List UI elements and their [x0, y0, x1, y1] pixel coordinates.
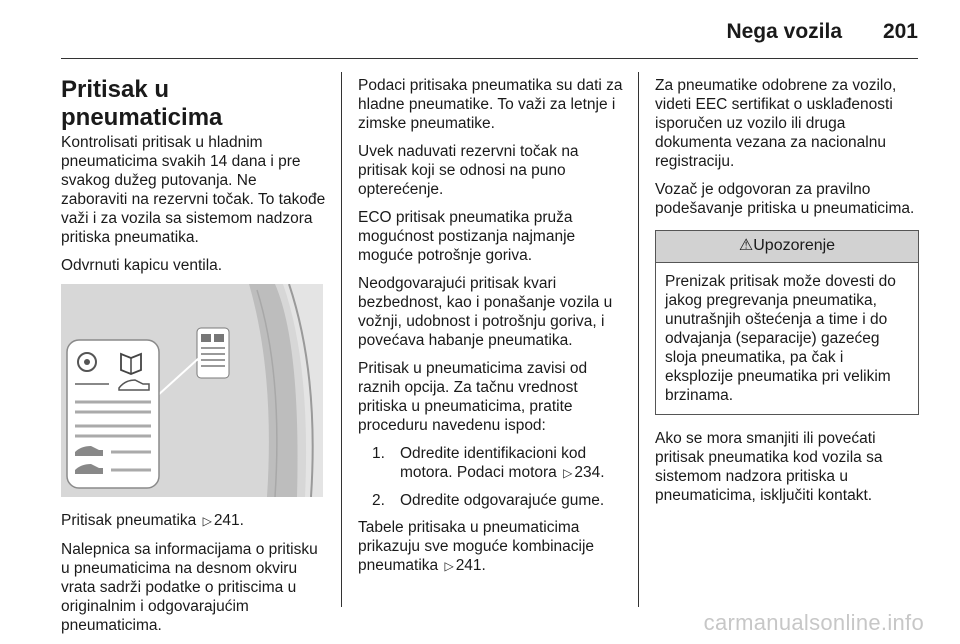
- page-number: 201: [882, 20, 918, 43]
- header-rule: [61, 58, 918, 59]
- paragraph: Podaci pritisaka pneumatika su dati za hladne pneumatike. To važi za letnje i zimske pneumatike.: [358, 77, 623, 132]
- paragraph: Vozač je odgovoran za pravilno podešavanje pritiska u pneumaticima.: [655, 181, 915, 217]
- warning-header: [656, 231, 918, 263]
- paragraph: Ako se mora smanjiti ili povećati pritisak pneumatika kod vozila sa sistemom nadzora pritiska u pneumaticima, isključiti kontakt.: [655, 430, 883, 504]
- column-1: [61, 76, 327, 644]
- column-3: [655, 76, 919, 514]
- warning-box: [655, 230, 919, 415]
- warning-title: Upozorenje: [753, 237, 836, 254]
- list-item: 1. Odredite identifikacioni kod motora. Podaci motora ▷ 234.: [372, 445, 605, 481]
- column-divider: [341, 72, 342, 607]
- door-frame-illustration: [61, 284, 323, 497]
- list-item: 2. Odredite odgovarajuće gume.: [372, 492, 605, 509]
- paragraph: Pritisak pneumatika ▷ 241.: [61, 512, 244, 529]
- paragraph: Nalepnica sa informacijama o pritisku u pneumaticima na desnom okviru vrata sadrži podatke o pritiscima u originalnim i odgovarajućim pneumaticima.: [61, 541, 318, 634]
- cross-reference-arrow-icon: ▷: [202, 514, 212, 528]
- column-2: [358, 76, 626, 585]
- section-title: Pritisak u pneumaticima: [61, 76, 223, 131]
- paragraph: Za pneumatike odobrene za vozilo, videti EEC sertifikat o usklađenosti isporučen uz vozilo ili druga dokumenta vezana za nacionalnu registraciju.: [655, 77, 897, 170]
- column-divider: [638, 72, 639, 607]
- header-title: Nega vozila: [726, 20, 842, 43]
- tire-pressure-label-figure: [61, 284, 323, 497]
- paragraph: Odvrnuti kapicu ventila.: [61, 257, 223, 274]
- warning-triangle-icon: ⚠: [738, 237, 754, 254]
- paragraph: Pritisak u pneumaticima zavisi od raznih opcija. Za tačnu vrednost pritiska u pneumaticima, pratite proceduru navedenu ispod:: [358, 360, 588, 434]
- paragraph: Uvek naduvati rezervni točak na pritisak koji se odnosi na puno opterećenje.: [358, 143, 579, 198]
- procedure-steps: [358, 444, 626, 510]
- paragraph: ECO pritisak pneumatika pruža mogućnost postizanja najmanje moguće potrošnje goriva.: [358, 209, 576, 264]
- cross-reference-arrow-icon: ▷: [444, 559, 454, 573]
- paragraph: Kontrolisati pritisak u hladnim pneumaticima svakih 14 dana i pre svakog dužeg putovanja. Ne zaboraviti na rezervni točak. To takođe važi i za vozila sa sistemom nadzora pritiska pneumatika.: [61, 134, 326, 246]
- paragraph: Neodgovarajući pritisak kvari bezbednost, kao i ponašanje vozila u vožnji, udobnost i potrošnju goriva, i povećava habanje pneumatika.: [358, 275, 613, 349]
- warning-text: Prenizak pritisak može dovesti do jakog pregrevanja pneumatika, unutrašnjih oštećenja a time i do odvajanja (separacije) gazećeg sloja pneumatika, pa čak i eksplozije pneumatika pri velikim brzinama.: [665, 273, 896, 404]
- paragraph: Tabele pritisaka u pneumaticima prikazuju sve moguće kombinacije pneumatika ▷ 241.: [358, 519, 595, 574]
- cross-reference-arrow-icon: ▷: [563, 466, 573, 480]
- watermark: carmanualsonline.info: [703, 610, 924, 635]
